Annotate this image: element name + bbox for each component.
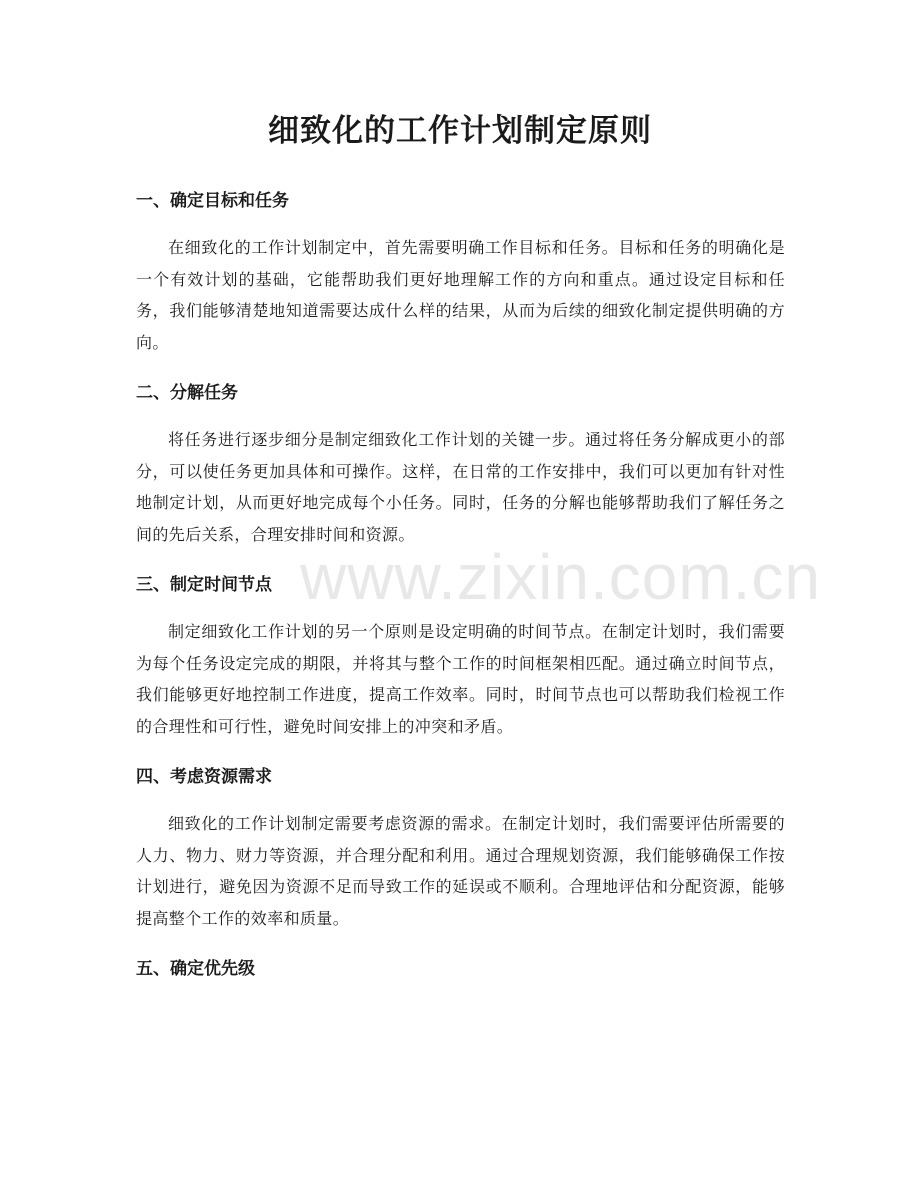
document-body bbox=[136, 186, 785, 984]
document-title: 细致化的工作计划制定原则 bbox=[268, 113, 652, 149]
section-heading-1: 一、确定目标和任务 bbox=[136, 191, 289, 211]
section-paragraph-2: 将任务进行逐步细分是制定细致化工作计划的关键一步。通过将任务分解成更小的部分，可以使任务更加具体和可操作。这样，在日常的工作安排中，我们可以更加有针对性地制定计划，从而更好地完成每个小任务。同时，任务的分解也能够帮助我们了解任务之间的先后关系，合理安排时间和资源。 bbox=[136, 430, 785, 544]
section-heading-2: 二、分解任务 bbox=[136, 383, 238, 403]
section-heading-3: 三、制定时间节点 bbox=[136, 575, 272, 595]
section-paragraph-4: 细致化的工作计划制定需要考虑资源的需求。在制定计划时，我们需要评估所需要的人力、物力、财力等资源，并合理分配和利用。通过合理规划资源，我们能够确保工作按计划进行，避免因为资源不足而导致工作的延误或不顺利。合理地评估和分配资源，能够提高整个工作的效率和质量。 bbox=[136, 814, 785, 928]
section-paragraph-3: 制定细致化工作计划的另一个原则是设定明确的时间节点。在制定计划时，我们需要为每个任务设定完成的期限，并将其与整个工作的时间框架相匹配。通过确立时间节点，我们能够更好地控制工作进度，提高工作效率。同时，时间节点也可以帮助我们检视工作的合理性和可行性，避免时间安排上的冲突和矛盾。 bbox=[136, 622, 785, 736]
section-heading-4: 四、考虑资源需求 bbox=[136, 767, 272, 787]
watermark: www.zixin.com.cn bbox=[300, 541, 821, 613]
section-paragraph-1: 在细致化的工作计划制定中，首先需要明确工作目标和任务。目标和任务的明确化是一个有效计划的基础，它能帮助我们更好地理解工作的方向和重点。通过设定目标和任务，我们能够清楚地知道需要达成什么样的结果，从而为后续的细致化制定提供明确的方向。 bbox=[136, 238, 785, 352]
section-heading-5: 五、确定优先级 bbox=[136, 959, 255, 979]
